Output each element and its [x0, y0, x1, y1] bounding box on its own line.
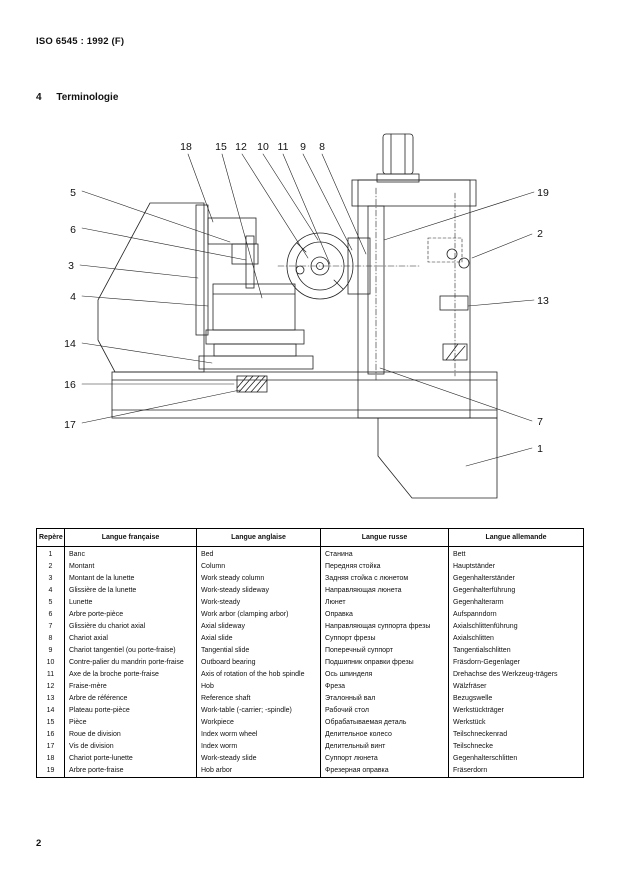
cell-term: Рабочий стол — [321, 705, 449, 717]
cell-term: Work-steady slide — [197, 753, 321, 765]
cell-term: Ось шпинделя — [321, 669, 449, 681]
callout-label-1: 1 — [537, 443, 543, 455]
cell-term: Направляющая суппорта фрезы — [321, 621, 449, 633]
cell-term: Станина — [321, 547, 449, 561]
table-row — [37, 765, 584, 778]
cell-term: Aufspanndorn — [449, 609, 584, 621]
cell-term: Поперечный суппорт — [321, 645, 449, 657]
cell-term: Werkstück — [449, 717, 584, 729]
work-table-assembly — [199, 284, 313, 369]
cell-repere: 6 — [37, 609, 65, 621]
cell-term: Work arbor (clamping arbor) — [197, 609, 321, 621]
cell-term: Plateau porte-pièce — [65, 705, 197, 717]
motor — [377, 134, 419, 182]
table-row — [37, 561, 584, 573]
cell-repere: 8 — [37, 633, 65, 645]
cell-term: Фрезерная оправка — [321, 765, 449, 778]
table-row — [37, 597, 584, 609]
callout-label-12: 12 — [235, 141, 247, 153]
callout-label-14: 14 — [64, 338, 76, 350]
callout-label-18: 18 — [180, 141, 192, 153]
cell-term: Reference shaft — [197, 693, 321, 705]
machine-drawing — [80, 134, 534, 498]
cell-term: Fräserdorn — [449, 765, 584, 778]
cell-term: Gegenhalterständer — [449, 573, 584, 585]
table-row — [37, 573, 584, 585]
cell-repere: 7 — [37, 621, 65, 633]
cell-term: Axis of rotation of the hob spindle — [197, 669, 321, 681]
cell-term: Chariot porte-lunette — [65, 753, 197, 765]
callout-label-8: 8 — [319, 141, 325, 153]
cell-term: Banc — [65, 547, 197, 561]
cell-term: Bezugswelle — [449, 693, 584, 705]
callout-label-13: 13 — [537, 295, 549, 307]
cell-repere: 14 — [37, 705, 65, 717]
cell-repere: 17 — [37, 741, 65, 753]
section-number: 4 — [36, 92, 42, 103]
cell-term: Teilschnecke — [449, 741, 584, 753]
cell-term: Подшипник оправки фрезы — [321, 657, 449, 669]
cell-term: Index worm wheel — [197, 729, 321, 741]
cell-term: Fraise-mère — [65, 681, 197, 693]
section-title: Terminologie — [56, 92, 119, 103]
col-header-english: Langue anglaise — [197, 529, 321, 547]
cell-term: Люнет — [321, 597, 449, 609]
cell-repere: 18 — [37, 753, 65, 765]
cell-repere: 15 — [37, 717, 65, 729]
cell-repere: 3 — [37, 573, 65, 585]
callout-label-7: 7 — [537, 416, 543, 428]
table-row — [37, 621, 584, 633]
table-row — [37, 609, 584, 621]
cell-term: Делительное колесо — [321, 729, 449, 741]
machine-bed — [112, 372, 497, 498]
cell-term: Work-steady slideway — [197, 585, 321, 597]
callout-label-6: 6 — [70, 224, 76, 236]
cell-term: Axial slideway — [197, 621, 321, 633]
terminology-table — [36, 528, 584, 778]
cell-term: Work-table (-carrier; -spindle) — [197, 705, 321, 717]
table-row — [37, 693, 584, 705]
cell-term: Делительный винт — [321, 741, 449, 753]
table-row — [37, 657, 584, 669]
cell-term: Workpiece — [197, 717, 321, 729]
cell-term: Arbre porte-pièce — [65, 609, 197, 621]
callout-label-5: 5 — [70, 187, 76, 199]
callout-label-2: 2 — [537, 228, 543, 240]
callout-label-16: 16 — [64, 379, 76, 391]
cell-repere: 16 — [37, 729, 65, 741]
cell-term: Index worm — [197, 741, 321, 753]
cell-term: Суппорт люнета — [321, 753, 449, 765]
table-row — [37, 645, 584, 657]
cell-term: Направляющая люнета — [321, 585, 449, 597]
callout-label-3: 3 — [68, 260, 74, 272]
cell-term: Эталонный вал — [321, 693, 449, 705]
table-row — [37, 547, 584, 561]
cell-term: Gegenhalterarm — [449, 597, 584, 609]
col-header-russian: Langue russe — [321, 529, 449, 547]
cell-term: Передняя стойка — [321, 561, 449, 573]
cell-term: Montant — [65, 561, 197, 573]
cell-term: Work steady column — [197, 573, 321, 585]
cell-term: Axial slide — [197, 633, 321, 645]
cell-repere: 12 — [37, 681, 65, 693]
hob-head — [278, 233, 420, 299]
cell-term: Суппорт фрезы — [321, 633, 449, 645]
index-worm — [237, 376, 267, 392]
cell-term: Hauptständer — [449, 561, 584, 573]
cell-repere: 11 — [37, 669, 65, 681]
table-row — [37, 585, 584, 597]
callout-label-15: 15 — [215, 141, 227, 153]
cell-term: Teilschneckenrad — [449, 729, 584, 741]
cell-term: Arbre porte-fraise — [65, 765, 197, 778]
table-row — [37, 753, 584, 765]
callout-label-11: 11 — [277, 141, 289, 153]
cell-term: Montant de la lunette — [65, 573, 197, 585]
cell-term: Contre-palier du mandrin porte-fraise — [65, 657, 197, 669]
cell-term: Work-steady — [197, 597, 321, 609]
document-reference: ISO 6545 : 1992 (F) — [36, 36, 125, 47]
table-row — [37, 741, 584, 753]
work-steady — [196, 205, 258, 335]
cell-term: Chariot tangentiel (ou porte-fraise) — [65, 645, 197, 657]
cell-term: Lunette — [65, 597, 197, 609]
cell-repere: 5 — [37, 597, 65, 609]
machine-column — [352, 180, 476, 418]
cell-repere: 19 — [37, 765, 65, 778]
col-header-repere: Repère — [37, 529, 65, 547]
table-header — [37, 529, 584, 547]
table-row — [37, 669, 584, 681]
cell-term: Hob arbor — [197, 765, 321, 778]
table-row — [37, 717, 584, 729]
cell-term: Tangentialschlitten — [449, 645, 584, 657]
cell-term: Wälzfräser — [449, 681, 584, 693]
cell-repere: 13 — [37, 693, 65, 705]
cell-term: Arbre de référence — [65, 693, 197, 705]
cell-term: Pièce — [65, 717, 197, 729]
cell-repere: 2 — [37, 561, 65, 573]
section-heading — [36, 92, 118, 103]
col-header-german: Langue allemande — [449, 529, 584, 547]
cell-term: Axialschlittenführung — [449, 621, 584, 633]
machine-body-outline — [98, 203, 204, 372]
cell-repere: 4 — [37, 585, 65, 597]
table-row — [37, 681, 584, 693]
cell-term: Outboard bearing — [197, 657, 321, 669]
cell-term: Glissière du chariot axial — [65, 621, 197, 633]
machine-diagram — [0, 118, 619, 518]
cell-term: Bed — [197, 547, 321, 561]
cell-term: Bett — [449, 547, 584, 561]
cell-term: Column — [197, 561, 321, 573]
cell-term: Fräsdorn-Gegenlager — [449, 657, 584, 669]
page-number: 2 — [36, 838, 42, 849]
callout-label-4: 4 — [70, 291, 76, 303]
cell-term: Axialschlitten — [449, 633, 584, 645]
table-row — [37, 705, 584, 717]
cell-repere: 10 — [37, 657, 65, 669]
table-body — [37, 547, 584, 778]
cell-repere: 9 — [37, 645, 65, 657]
cell-term: Gegenhalterführung — [449, 585, 584, 597]
cell-term: Drehachse des Werkzeug-trägers — [449, 669, 584, 681]
cell-term: Chariot axial — [65, 633, 197, 645]
cell-term: Hob — [197, 681, 321, 693]
cell-term: Задняя стойка с люнетом — [321, 573, 449, 585]
cell-repere: 1 — [37, 547, 65, 561]
table-row — [37, 729, 584, 741]
cell-term: Фреза — [321, 681, 449, 693]
cell-term: Gegenhalterschlitten — [449, 753, 584, 765]
cell-term: Glissière de la lunette — [65, 585, 197, 597]
callout-label-19: 19 — [537, 187, 549, 199]
cell-term: Werkstückträger — [449, 705, 584, 717]
callout-label-9: 9 — [300, 141, 306, 153]
cell-term: Оправка — [321, 609, 449, 621]
cell-term: Обрабатываемая деталь — [321, 717, 449, 729]
callout-label-17: 17 — [64, 419, 76, 431]
callout-label-10: 10 — [257, 141, 269, 153]
cell-term: Vis de division — [65, 741, 197, 753]
cell-term: Tangential slide — [197, 645, 321, 657]
cell-term: Roue de division — [65, 729, 197, 741]
col-header-french: Langue française — [65, 529, 197, 547]
cell-term: Axe de la broche porte-fraise — [65, 669, 197, 681]
table-row — [37, 633, 584, 645]
